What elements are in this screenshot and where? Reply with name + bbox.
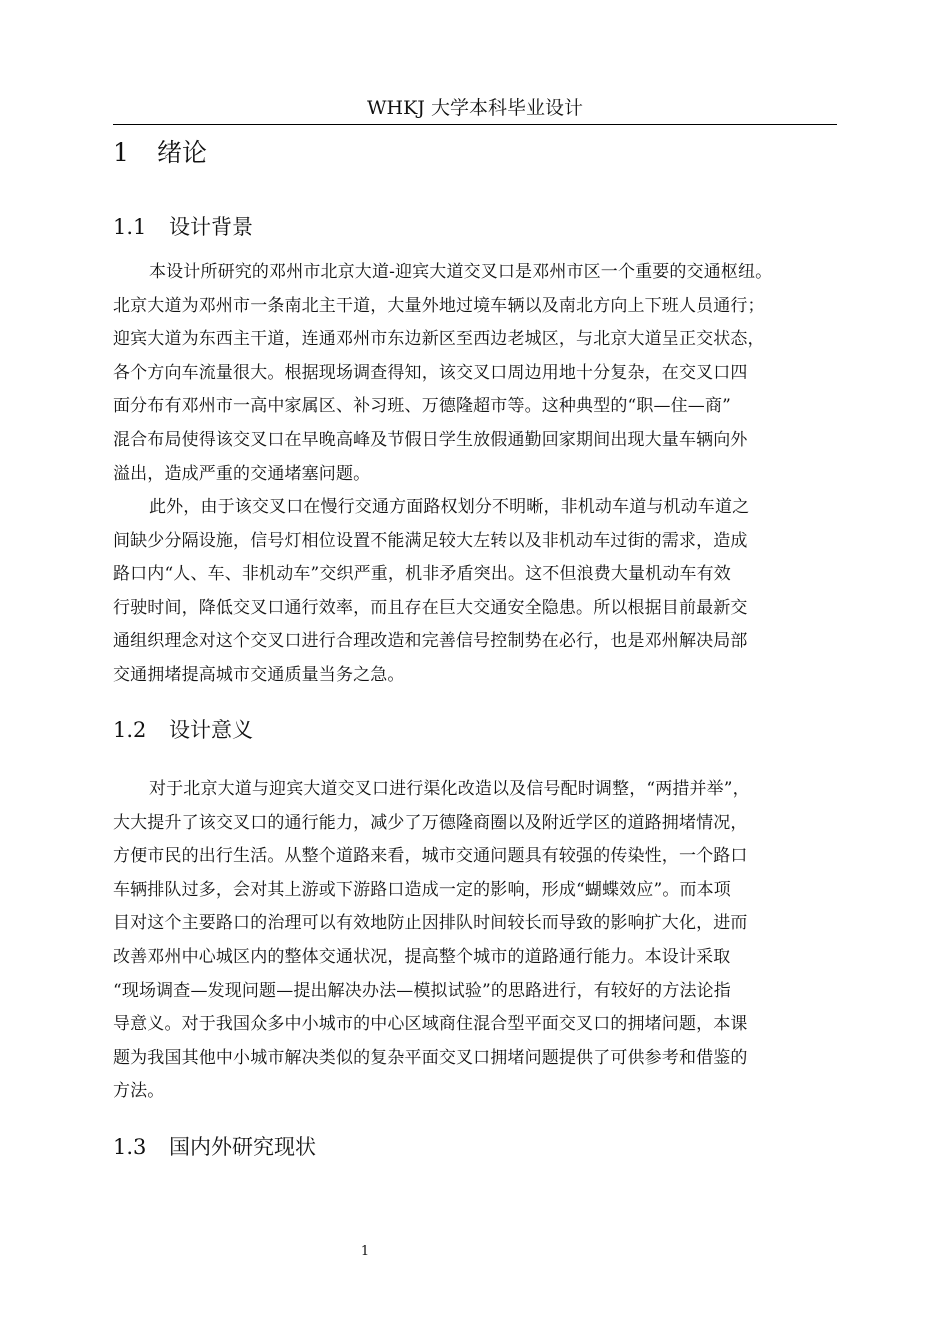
paragraph-significance: [113, 773, 853, 1109]
text-line: 题为我国其他中小城市解决类似的复杂平面交叉口拥堵问题提供了可供参考和借鉴的: [113, 1047, 748, 1068]
text-line: 对于北京大道与迎宾大道交叉口进行渠化改造以及信号配时调整，“两措并举”，: [149, 779, 750, 799]
text-line: 通组织理念对这个交叉口进行合理改造和完善信号控制势在必行，也是邓州解决局部: [113, 631, 748, 652]
chapter-number: 1: [113, 138, 129, 167]
text-line: 此外，由于该交叉口在慢行交通方面路权划分不明晰，非机动车道与机动车道之: [149, 497, 750, 517]
text-line: 路口内“人、车、非机动车”交织严重，机非矛盾突出。这不但浪费大量机动车有效: [113, 564, 731, 585]
text-line: 本设计所研究的邓州市北京大道-迎宾大道交叉口是邓州市区一个重要的交通枢纽。: [149, 262, 773, 282]
text-line: 目对这个主要路口的治理可以有效地防止因排队时间较长而导致的影响扩大化，进而: [113, 913, 748, 934]
paragraph-background-1: [113, 256, 853, 491]
text-line: 混合布局使得该交叉口在早晚高峰及节假日学生放假通勤回家期间出现大量车辆向外: [113, 429, 748, 450]
text-line: 导意义。对于我国众多中小城市的中心区域商住混合型平面交叉口的拥堵问题，本课: [113, 1014, 748, 1035]
text-line: 车辆排队过多，会对其上游或下游路口造成一定的影响，形成“蝴蝶效应”。而本项: [113, 879, 731, 900]
chapter-title: 绪论: [157, 138, 208, 167]
text-line: 交通拥堵提高城市交通质量当务之急。: [113, 664, 405, 685]
text-line: 大大提升了该交叉口的通行能力，减少了万德隆商圈以及附近学区的道路拥堵情况，: [113, 812, 748, 833]
text-line: “现场调查—发现问题—提出解决办法—模拟试验”的思路进行，有较好的方法论指: [113, 980, 731, 1001]
paragraph-background-2: [113, 491, 853, 693]
section-title: 设计背景: [169, 215, 253, 239]
section-heading-1-1: [113, 212, 253, 242]
section-title: 国内外研究现状: [169, 1135, 316, 1159]
text-line: 面分布有邓州市一高中家属区、补习班、万德隆超市等。这种典型的“职—住—商”: [113, 396, 731, 417]
section-number: 1.1: [113, 215, 147, 239]
text-line: 各个方向车流量很大。根据现场调查得知，该交叉口周边用地十分复杂，在交叉口四: [113, 362, 748, 383]
text-line: 行驶时间，降低交叉口通行效率，而且存在巨大交通安全隐患。所以根据目前最新交: [113, 597, 748, 618]
text-line: 方法。: [113, 1081, 165, 1102]
section-title: 设计意义: [169, 718, 253, 742]
text-line: 溢出，造成严重的交通堵塞问题。: [113, 463, 371, 484]
text-line: 间缺少分隔设施，信号灯相位设置不能满足较大左转以及非机动车过街的需求，造成: [113, 530, 748, 551]
section-number: 1.3: [113, 1135, 147, 1159]
section-number: 1.2: [113, 718, 147, 742]
text-line: 迎宾大道为东西主干道，连通邓州市东边新区至西边老城区，与北京大道呈正交状态，: [113, 329, 765, 350]
section-heading-1-3: [113, 1132, 316, 1162]
text-line: 改善邓州中心城区内的整体交通状况，提高整个城市的道路通行能力。本设计采取: [113, 946, 731, 967]
text-line: 方便市民的出行生活。从整个道路来看，城市交通问题具有较强的传染性，一个路口: [113, 846, 748, 867]
chapter-heading: [113, 136, 207, 170]
running-header: WHKJ 大学本科毕业设计: [113, 96, 837, 125]
section-heading-1-2: [113, 715, 253, 745]
page-number: 1: [360, 1244, 370, 1259]
text-line: 北京大道为邓州市一条南北主干道，大量外地过境车辆以及南北方向上下班人员通行；: [113, 295, 765, 316]
